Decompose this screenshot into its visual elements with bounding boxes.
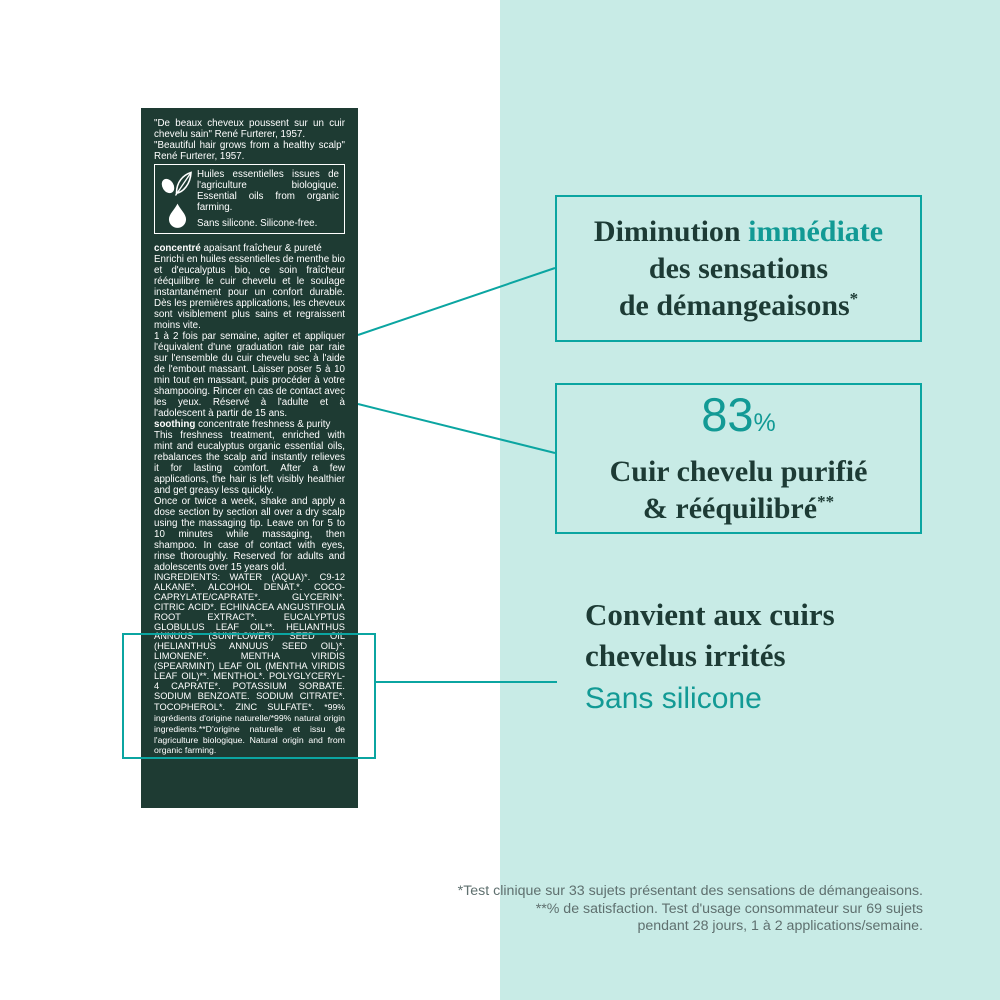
stat-percent-sign: % — [753, 408, 776, 437]
english-body: This freshness treatment, enriched with mint and eucalyptus organic essential oils, rebalances the scalp and instantly relieves it for lasting comfort. After a few applications, the hair is left visibly healthier and get greasy less quickly. — [154, 430, 345, 496]
claim1-line3-text: de démangeaisons — [618, 289, 850, 322]
french-lead: concentré — [154, 243, 201, 254]
claim2-asterisks: ** — [817, 491, 835, 511]
french-lead-rest: apaisant fraîcheur & pureté — [200, 243, 322, 254]
claim1-line1 — [594, 213, 883, 250]
organic-claim-text: Huiles essentielles issues de l'agriculture biologique. Essential oils from organic farming. — [197, 169, 339, 213]
english-lead-line — [154, 419, 345, 430]
claim2-line3 — [643, 490, 834, 527]
description-english — [154, 419, 345, 573]
ingredients-text: INGREDIENTS: WATER (AQUA)*. C9-12 ALKANE*. ALCOHOL DENAT.*. COCO-CAPRYLATE/CAPRATE*. GLYCERIN*. CITRIC ACID*. ECHINACEA ANGUSTIFOLIA ROOT EXTRACT*. EUCALYPTUS GLOBULUS LEAF OIL**. HELIANTHUS ANNUUS (SUNFLOWER) SEED OIL (HELIANTHUS ANNUUS SEED OIL)*. LIMONENE*. MENTHA VIRIDIS (SPEARMINT) LEAF OIL (MENTHA VIRIDIS LEAF OIL)**. MENTHOL*. POLYGLYCERYL-4 CAPRATE*. POTASSIUM SORBATE. SODIUM BENZOATE. SODIUM CITRATE*. TOCOPHEROL*. ZINC SULFATE*. — [154, 572, 345, 712]
stat-number: 83 — [701, 387, 754, 441]
quote-english: "Beautiful hair grows from a healthy scalp" René Furterer, 1957. — [154, 140, 345, 162]
footnote-line1: *Test clinique sur 33 sujets présentant des sensations de démangeaisons. — [457, 883, 923, 899]
english-lead-rest: concentrate freshness & purity — [195, 419, 331, 430]
claim2-line2: Cuir chevelu purifié — [609, 454, 868, 488]
french-body: Enrichi en huiles essentielles de menthe bio et d'eucalyptus bio, ce soin fraîcheur rééquilibre le cuir chevelu et le soulage instantanément pour un confort durable. Dès les premières applications, les cheveux sont visiblement plus sains et regraissent moins vite. — [154, 254, 345, 331]
ingredients-footnote: *99% ingrédients d'origine naturelle/*99% natural origin ingredients.**D'origine naturelle et issu de l'agriculture biologique. Natural origin and from organic farming. — [154, 701, 345, 756]
footnote-line3: pendant 28 jours, 1 à 2 applications/semaine. — [637, 918, 923, 935]
claim3-line2: chevelus irrités — [585, 638, 786, 673]
claim3-line1: Convient aux cuirs — [585, 597, 835, 632]
claim1-line2: des sensations — [648, 252, 829, 285]
ingredients-highlight-box — [122, 633, 376, 759]
english-lead: soothing — [154, 419, 196, 430]
quote-french: "De beaux cheveux poussent sur un cuir chevelu sain" René Furterer, 1957. — [154, 118, 345, 140]
sans-silicone-text: Sans silicone — [585, 682, 762, 715]
organic-icons — [159, 169, 197, 229]
french-lead-line — [154, 243, 345, 254]
claim1-highlight: immédiate — [748, 215, 884, 248]
description-french — [154, 243, 345, 419]
footnote-line2: **% de satisfaction. Test d'usage consommateur sur 69 sujets — [535, 900, 923, 917]
claim1-pre: Diminution — [593, 215, 749, 248]
french-usage: 1 à 2 fois par semaine, agiter et appliquer l'équivalent d'une graduation raie par raie sur l'ensemble du cuir chevelu sec à l'aide de l'embout massant. Laisser poser 5 à 10 min tout en massant, puis procéder à votre shampooing. Rincer en cas de contact avec les yeux. Réservé à l'adulte et à l'adolescent à partir de 15 ans. — [154, 331, 345, 419]
english-usage: Once or twice a week, shake and apply a dose section by section all over a dry scalp using the massaging tip. Leave on for 5 to 10 minutes while massaging, then shampoo. In case of contact with eyes, rinse thoroughly. Reserved for adults and adolescents over 15 years old. — [154, 496, 345, 573]
claim1-line3 — [619, 287, 858, 324]
organic-text — [197, 169, 339, 229]
organic-certification-box — [154, 164, 345, 234]
claim1-asterisk: * — [849, 289, 859, 308]
clinical-test-footnote — [458, 883, 923, 936]
claim-83-percent — [555, 383, 922, 534]
silicone-free-text: Sans silicone. Silicone-free. — [197, 218, 318, 229]
claim-suitable-scalps — [585, 594, 835, 716]
seed-leaf-icon — [160, 171, 194, 197]
claim-immediate-reduction — [555, 195, 922, 342]
water-drop-icon — [168, 203, 187, 228]
stat-83-percent — [701, 387, 776, 451]
claim2-line3-text: & rééquilibré — [642, 491, 818, 525]
